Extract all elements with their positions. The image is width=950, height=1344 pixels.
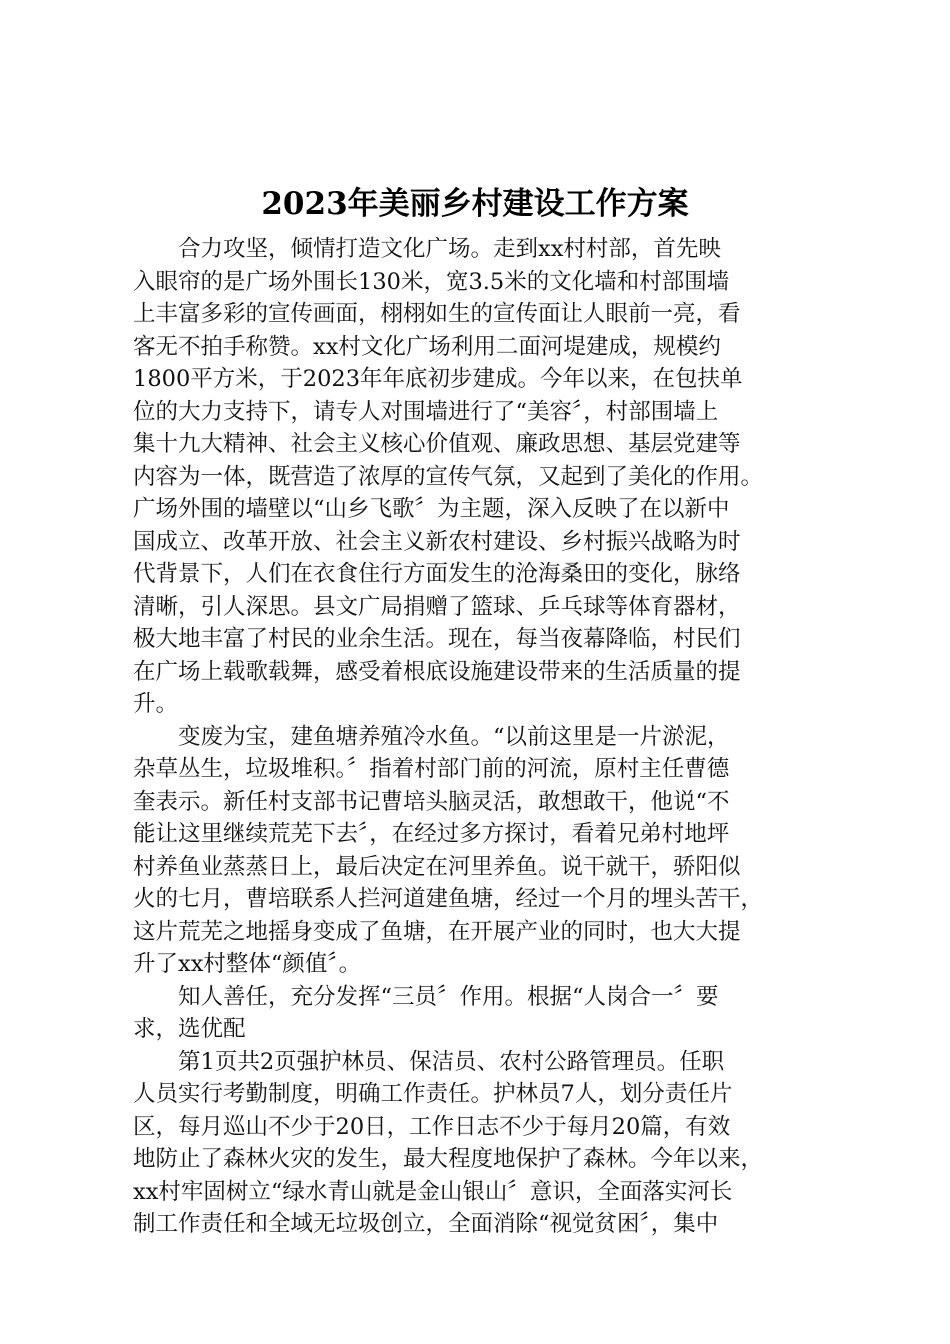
body-text-line: 区，每月巡山不少于20日，工作日志不少于每月20篇，有效 [133,1113,731,1140]
body-text-line: 入眼帘的是广场外围长130米，宽3.5米的文化墙和村部围墙 [133,268,730,295]
body-text-line: 代背景下，人们在衣食住行方面发生的沧海桑田的变化，脉络 [133,561,741,587]
body-text-line: 客无不拍手称赞。xx村文化广场利用二面河堤建成，规模约 [133,333,721,360]
body-text-line: 知人善任，充分发挥“三员〞作用。根据“人岗合一〞要 [178,983,719,1010]
body-text-line: 位的大力支持下，请专人对围墙进行了“美容〞，村部围墙上 [133,398,719,425]
body-text-line: 村养鱼业蒸蒸日上，最后决定在河里养鱼。说干就干，骄阳似 [133,853,741,880]
body-text-line: 制工作责任和全域无垃圾创立，全面消除“视觉贫困〞，集中 [133,1211,719,1237]
body-text-line: 人员实行考勤制度，明确工作责任。护林员7人，划分责任片 [133,1081,733,1107]
body-text-line: 清晰，引人深思。县文广局捐赠了篮球、乒乓球等体育器材， [133,593,741,620]
body-text-line: 能让这里继续荒芜下去〞，在经过多方探讨，看着兄弟村地坪 [133,821,730,847]
body-text-line: 内容为一体，既营造了浓厚的宣传气氛，又起到了美化的作用。 [133,463,764,490]
body-text-line: 升。 [133,691,179,717]
body-text-line: 极大地丰富了村民的业余生活。现在，每当夜幕降临，村民们 [133,626,741,652]
document-body [133,233,833,1241]
body-text-line: xx村牢固树立“绿水青山就是金山银山〞意识，全面落实河长 [133,1178,733,1205]
body-text-line: 上丰富多彩的宣传画面，栩栩如生的宣传面让人眼前一亮，看 [133,301,741,327]
body-text-line: 广场外围的墙壁以“山乡飞歌〞为主题，深入反映了在以新中 [133,496,730,522]
body-text-line: 第1页共2页强护林员、保洁员、农村公路管理员。任职 [178,1048,725,1075]
body-text-line: 火的七月，曹培联系人拦河道建鱼塘，经过一个月的埋头苦干， [133,886,764,912]
body-text-line: 地防止了森林火灾的发生，最大程度地保护了森林。今年以来， [133,1146,764,1172]
body-text-line: 奎表示。新任村支部书记曹培头脑灵活，敢想敢干，他说“不 [133,788,730,815]
body-text-line: 国成立、改革开放、社会主义新农村建设、乡村振兴战略为时 [133,528,741,555]
body-text-line: 杂草丛生，垃圾堆积。〞指着村部门前的河流，原村主任曹德 [133,756,730,782]
body-text-line: 合力攻坚，倾情打造文化广场。走到xx村村部，首先映 [178,236,721,262]
body-text-line: 集十九大精神、社会主义核心价值观、廉政思想、基层党建等 [133,431,741,457]
document-title: 2023年美丽乡村建设工作方案 [261,186,689,222]
body-text-line: 升了xx村整体“颜值〞。 [133,951,362,977]
body-text-line: 这片荒芜之地摇身变成了鱼塘，在开展产业的同时，也大大提 [133,918,741,945]
body-text-line: 1800平方米，于2023年年底初步建成。今年以来，在包扶单 [133,366,743,392]
body-text-line: 在广场上载歌载舞，感受着根底设施建设带来的生活质量的提 [133,658,741,685]
body-text-line: 变废为宝，建鱼塘养殖冷水鱼。“以前这里是一片淤泥， [178,723,730,750]
body-text-line: 求，选优配 [133,1016,246,1042]
